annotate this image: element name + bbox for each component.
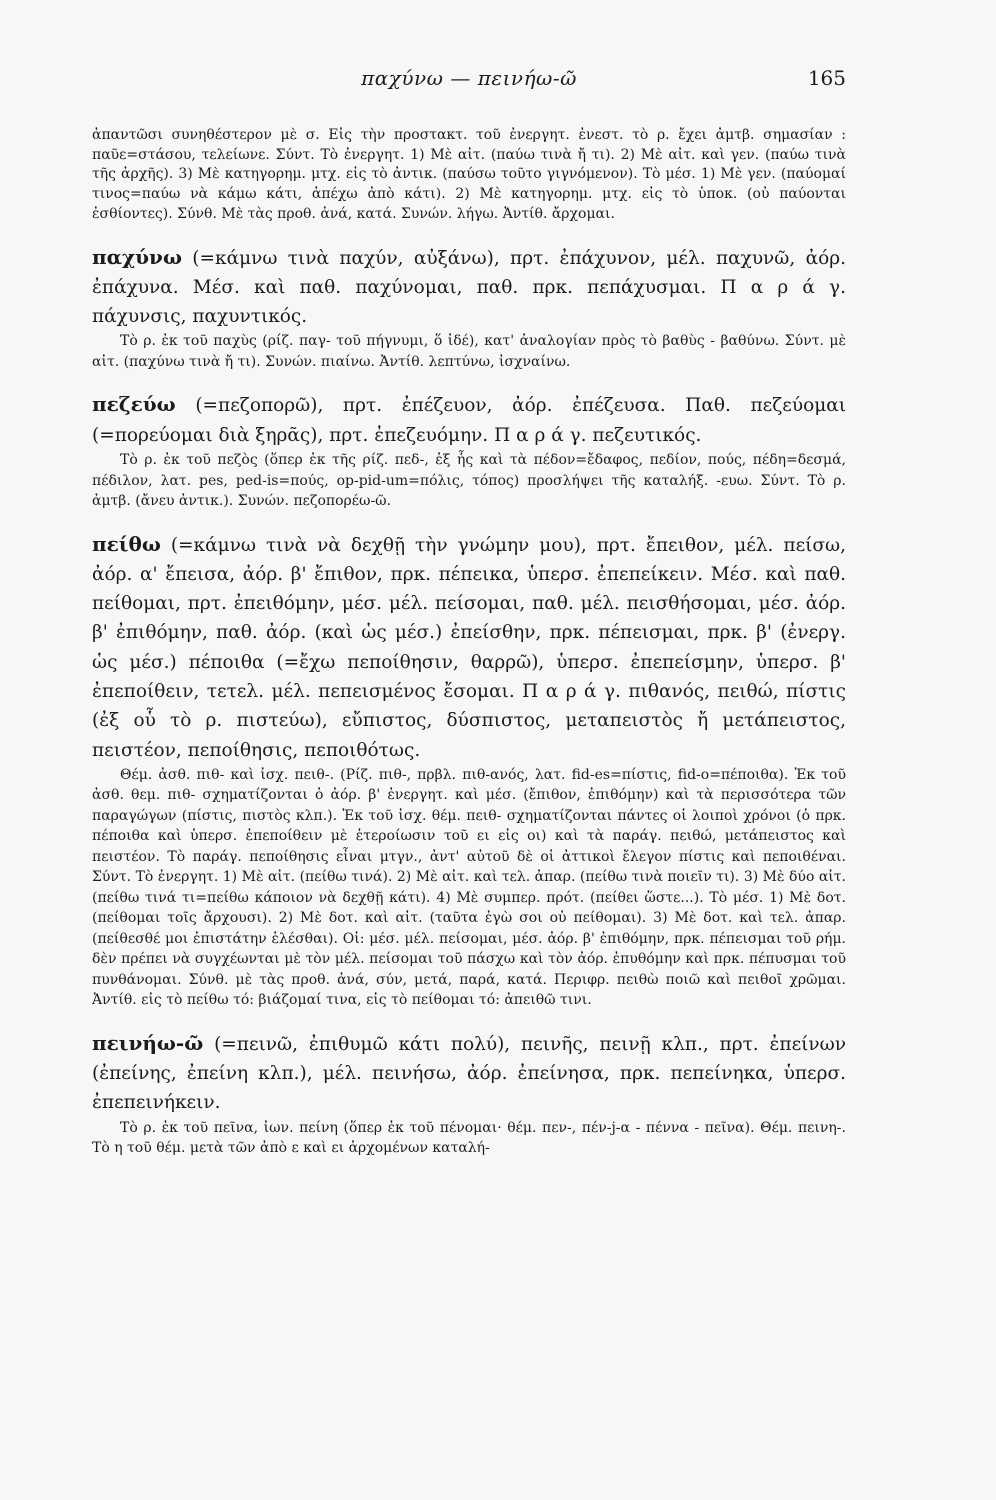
entry-definition [92, 243, 846, 332]
entry-definition-text: (=κάμνω τινὰ νὰ δεχθῇ τὴν γνώμην μου), πρτ. ἔπειθον, μέλ. πείσω, ἀόρ. α' ἔπεισα, ἀόρ. β' ἔπιθον, πρκ. πέπεικα, ὑπερσ. ἐπεπείκειν. Μέσ. καὶ παθ. πείθομαι, πρτ. ἐπειθόμην, μέσ. μέλ. πείσομαι, παθ. μέλ. πεισθήσομαι, μέσ. ἀόρ. β' ἐπιθόμην, παθ. ἀόρ. (καὶ ὡς μέσ.) ἐπείσθην, πρκ. πέπεισμαι, πρκ. β' (ἐνεργ. ὡς μέσ.) πέποιθα (=ἔχω πεποίθησιν, θαρρῶ), ὑπερσ. ἐπεπείσμην, ὑπερσ. β' ἐπεποίθειν, τετελ. μέλ. πεπεισμένος ἔσομαι. Π α ρ ά γ. πιθανός, πειθώ, πίστις (ἐξ οὗ τὸ ρ. πιστεύω), εὔπιστος, δύσπιστος, μεταπειστὸς ἤ μετάπειστος, πειστέον, πεποίθησις, πεποιθότως. [92, 534, 846, 761]
entry-etymology: Τὸ ρ. ἐκ τοῦ πεζὸς (ὅπερ ἐκ τῆς ρίζ. πεδ-, ἐξ ἧς καὶ τὰ πέδον=ἔδαφος, πεδίον, πούς, πέδη=δεσμά, πέδιλον, λατ. pes, ped-is=πούς, op-pid-um=πόλις, τόπος) προσλήψει τῆς καταλήξ. -ευω. Σύντ. Τὸ ρ. ἀμτβ. (ἄνευ ἀντικ.). Συνών. πεζοπορέω-ῶ. [92, 452, 846, 509]
entry-pachyno [92, 243, 846, 373]
entry-peitho [92, 530, 846, 1011]
entry-definition-text: (=κάμνω τινὰ παχύν, αὐξάνω), πρτ. ἐπάχυνον, μέλ. παχυνῶ, ἀόρ. ἐπάχυνα. Μέσ. καὶ παθ. παχύνομαι, παθ. πρκ. πεπάχυσμαι. Π α ρ ά γ. πάχυνσις, παχυντικός. [92, 247, 846, 328]
page-body [92, 126, 846, 1159]
entry-definition [92, 530, 846, 765]
entry-etymology: Τὸ ρ. ἐκ τοῦ πεῖνα, ἰων. πείνη (ὅπερ ἐκ τοῦ πένομαι· θέμ. πεν-, πέν-j-α - πέννα - πεῖνα). Θέμ. πεινη-. Τὸ η τοῦ θέμ. μετὰ τῶν ἀπὸ ε καὶ ει ἀρχομένων καταλή- [92, 1119, 846, 1157]
entry-etymology: Τὸ ρ. ἐκ τοῦ παχὺς (ρίζ. παγ- τοῦ πήγνυμι, ὅ ἰδέ), κατ' ἀναλογίαν πρὸς τὸ βαθὺς - βαθύνω. Σύντ. μὲ αἰτ. (παχύνω τινὰ ἤ τι). Συνών. πιαίνω. Ἀντίθ. λεπτύνω, ἰσχναίνω. [92, 333, 846, 370]
intro-paragraph: ἀπαντῶσι συνηθέστερον μὲ σ. Εἰς τὴν προστακτ. τοῦ ἐνεργητ. ἐνεστ. τὸ ρ. ἔχει ἀμτβ. σημασίαν : παῦε=στάσου, τελείωνε. Σύντ. Τὸ ἐνεργητ. 1) Μὲ αἰτ. (παύω τινὰ ἤ τι). 2) Μὲ αἰτ. καὶ γεν. (παύω τινὰ τῆς ἀρχῆς). 3) Μὲ κατηγορημ. μτχ. εἰς τὸ ἀντικ. (παύσω τοῦτο γιγνόμενον). Τὸ μέσ. 1) Μὲ γεν. (παύομαί τινος=παύω νὰ κάμω κάτι, ἀπέχω ἀπὸ κάτι). 2) Μὲ κατηγορημ. μτχ. εἰς τὸ ὑποκ. (οὐ παύονται ἐσθίοντες). Σύνθ. Μὲ τὰς προθ. ἀνά, κατά. Συνών. λήγω. Ἀντίθ. ἄρχομαι. [92, 127, 846, 222]
entry-definition [92, 1029, 846, 1118]
entry-peinao [92, 1029, 846, 1159]
entry-headword: παχύνω [92, 244, 182, 269]
entry-headword: πείθω [92, 531, 161, 556]
page-header [92, 66, 846, 96]
entry-definition-text: (=πεζοπορῶ), πρτ. ἐπέζευον, ἀόρ. ἐπέζευσα. Παθ. πεζεύομαι (=πορεύομαι διὰ ξηρᾶς), πρτ. ἐπεζευόμην. Π α ρ ά γ. πεζευτικός. [92, 395, 846, 446]
entry-definition [92, 390, 846, 450]
entry-headword: πεινήω-ῶ [92, 1030, 204, 1055]
entry-definition-text: (=πεινῶ, ἐπιθυμῶ κάτι πολύ), πεινῆς, πεινῇ κλπ., πρτ. ἐπείνων (ἐπείνης, ἐπείνη κλπ.), μέλ. πεινήσω, ἀόρ. ἐπείνησα, πρκ. πεπείνηκα, ὑπερσ. ἐπεπεινήκειν. [92, 1033, 846, 1114]
running-head: παχύνω — πεινήω-ῶ [361, 66, 577, 90]
entry-headword: πεζεύω [92, 392, 176, 417]
entry-etymology: Θέμ. ἀσθ. πιθ- καὶ ἰσχ. πειθ-. (Ρίζ. πιθ-, πρβλ. πιθ-ανός, λατ. fid-es=πίστις, fid-o=πέποιθα). Ἐκ τοῦ ἀσθ. θεμ. πιθ- σχηματίζονται ὁ ἀόρ. β' ἐνεργητ. καὶ μέσ. (ἔπιθον, ἐπιθόμην) καὶ τὰ περισσότερα τῶν παραγώγων (πίστις, πιστὸς κλπ.). Ἐκ τοῦ ἰσχ. θέμ. πειθ- σχηματίζονται πάντες οἱ λοιποὶ χρόνοι (ὁ πρκ. πέποιθα καὶ ὑπερσ. ἐπεποίθειν μὲ ἑτεροίωσιν τοῦ ει εἰς οι) καὶ τὰ παράγ. πειθώ, μετάπειστος καὶ πειστέον. Τὸ παράγ. πεποίθησις εἶναι μτγν., ἀντ' αὐτοῦ δὲ οἱ ἀττικοὶ ἔλεγον πίστις καὶ πεποιθέναι. Σύντ. Τὸ ἐνεργητ. 1) Μὲ αἰτ. (πείθω τινά). 2) Μὲ αἰτ. καὶ τελ. ἀπαρ. (πείθω τινὰ ποιεῖν τι). 3) Μὲ δύο αἰτ. (πείθω τινά τι=πείθω κάποιον νὰ δεχθῇ κάτι). 4) Μὲ συμπερ. πρότ. (πείθει ὥστε...). Τὸ μέσ. 1) Μὲ δοτ. (πείθομαι τοῖς ἄρχουσι). 2) Μὲ δοτ. καὶ αἰτ. (ταῦτα ἐγὼ σοι οὐ πείθομαι). 3) Μὲ δοτ. καὶ τελ. ἀπαρ. (πείθεσθέ μοι ἐπιστάτην ἑλέσθαι). Οἱ: μέσ. μέλ. πείσομαι, μέσ. ἀόρ. β' ἐπιθόμην, πρκ. πέπεισμαι τοῦ ρήμ. δὲν πρέπει νὰ συγχέωνται μὲ τὸν μέλ. πείσομαι τοῦ πάσχω καὶ τὸν ἀόρ. ἐπυθόμην καὶ πρκ. πέπυσμαι τοῦ πυνθάνομαι. Σύνθ. μὲ τὰς προθ. ἀνά, σύν, μετά, παρά, κατά. Περιφρ. πειθὼ ποιῶ καὶ πειθοῖ χρῶμαι. Ἀντίθ. εἰς τὸ πείθω τό: βιάζομαί τινα, εἰς τὸ πείθομαι τό: ἀπειθῶ τινι. [92, 766, 846, 1009]
page-number: 165 [807, 66, 846, 90]
entry-pezeuo [92, 390, 846, 511]
